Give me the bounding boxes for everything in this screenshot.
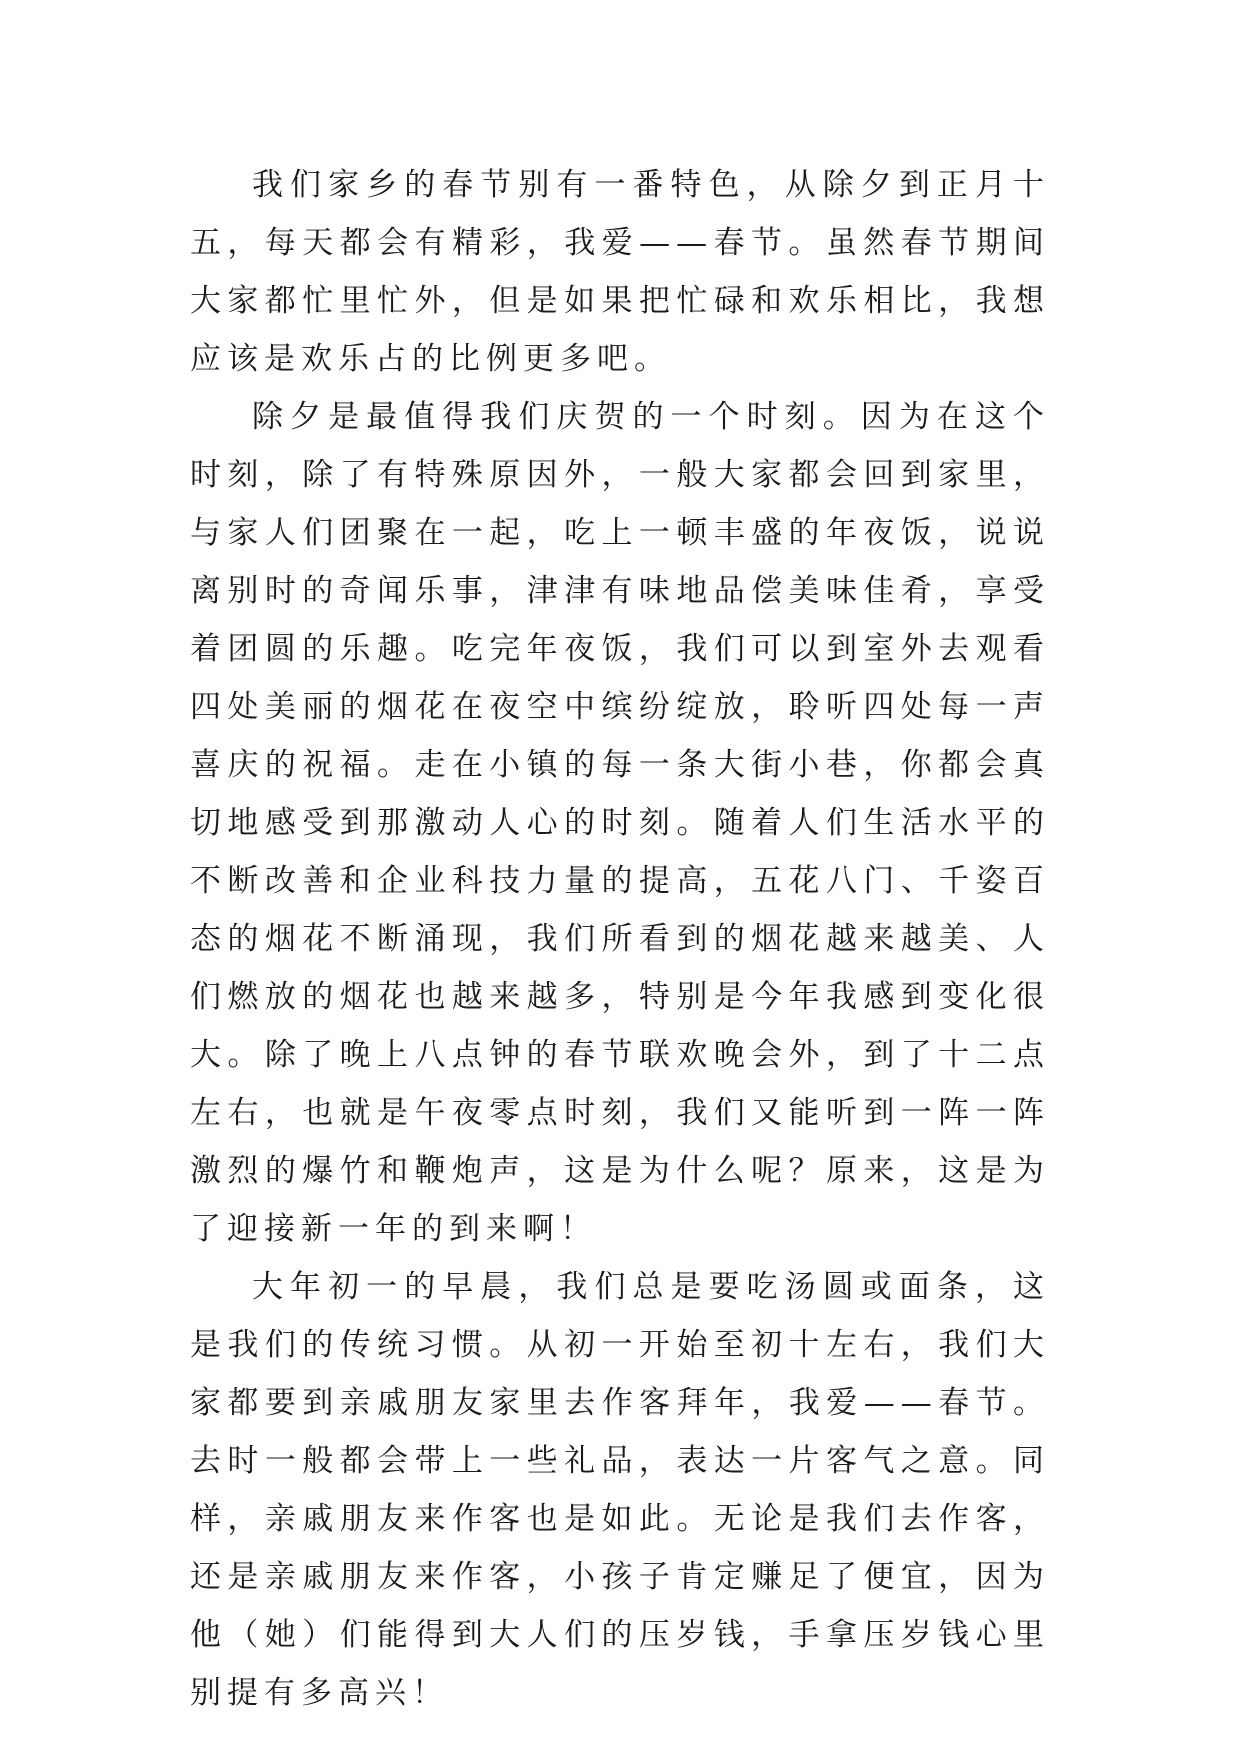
document-body (190, 156, 1050, 1722)
paragraph-3: 大年初一的早晨，我们总是要吃汤圆或面条，这是我们的传统习惯。从初一开始至初十左右，我们大家都要到亲戚朋友家里去作客拜年，我爱——春节。去时一般都会带上一些礼品，表达一片客气之意。同样，亲戚朋友来作客也是如此。无论是我们去作客，还是亲戚朋友来作客，小孩子肯定赚足了便宜，因为他（她）们能得到大人们的压岁钱，手拿压岁钱心里别提有多高兴！ (190, 1269, 1050, 1711)
paragraph-1: 我们家乡的春节别有一番特色，从除夕到正月十五，每天都会有精彩，我爱——春节。虽然春节期间大家都忙里忙外，但是如果把忙碌和欢乐相比，我想应该是欢乐占的比例更多吧。 (190, 167, 1050, 377)
paragraph-2: 除夕是最值得我们庆贺的一个时刻。因为在这个时刻，除了有特殊原因外，一般大家都会回到家里，与家人们团聚在一起，吃上一顿丰盛的年夜饭，说说离别时的奇闻乐事，津津有味地品偿美味佳肴，享受着团圆的乐趣。吃完年夜饭，我们可以到室外去观看四处美丽的烟花在夜空中缤纷绽放，聆听四处每一声喜庆的祝福。走在小镇的每一条大街小巷，你都会真切地感受到那激动人心的时刻。随着人们生活水平的不断改善和企业科技力量的提高，五花八门、千姿百态的烟花不断涌现，我们所看到的烟花越来越美、人们燃放的烟花也越来越多，特别是今年我感到变化很大。除了晚上八点钟的春节联欢晚会外，到了十二点左右，也就是午夜零点时刻，我们又能听到一阵一阵激烈的爆竹和鞭炮声，这是为什么呢？原来，这是为了迎接新一年的到来啊！ (190, 399, 1050, 1247)
